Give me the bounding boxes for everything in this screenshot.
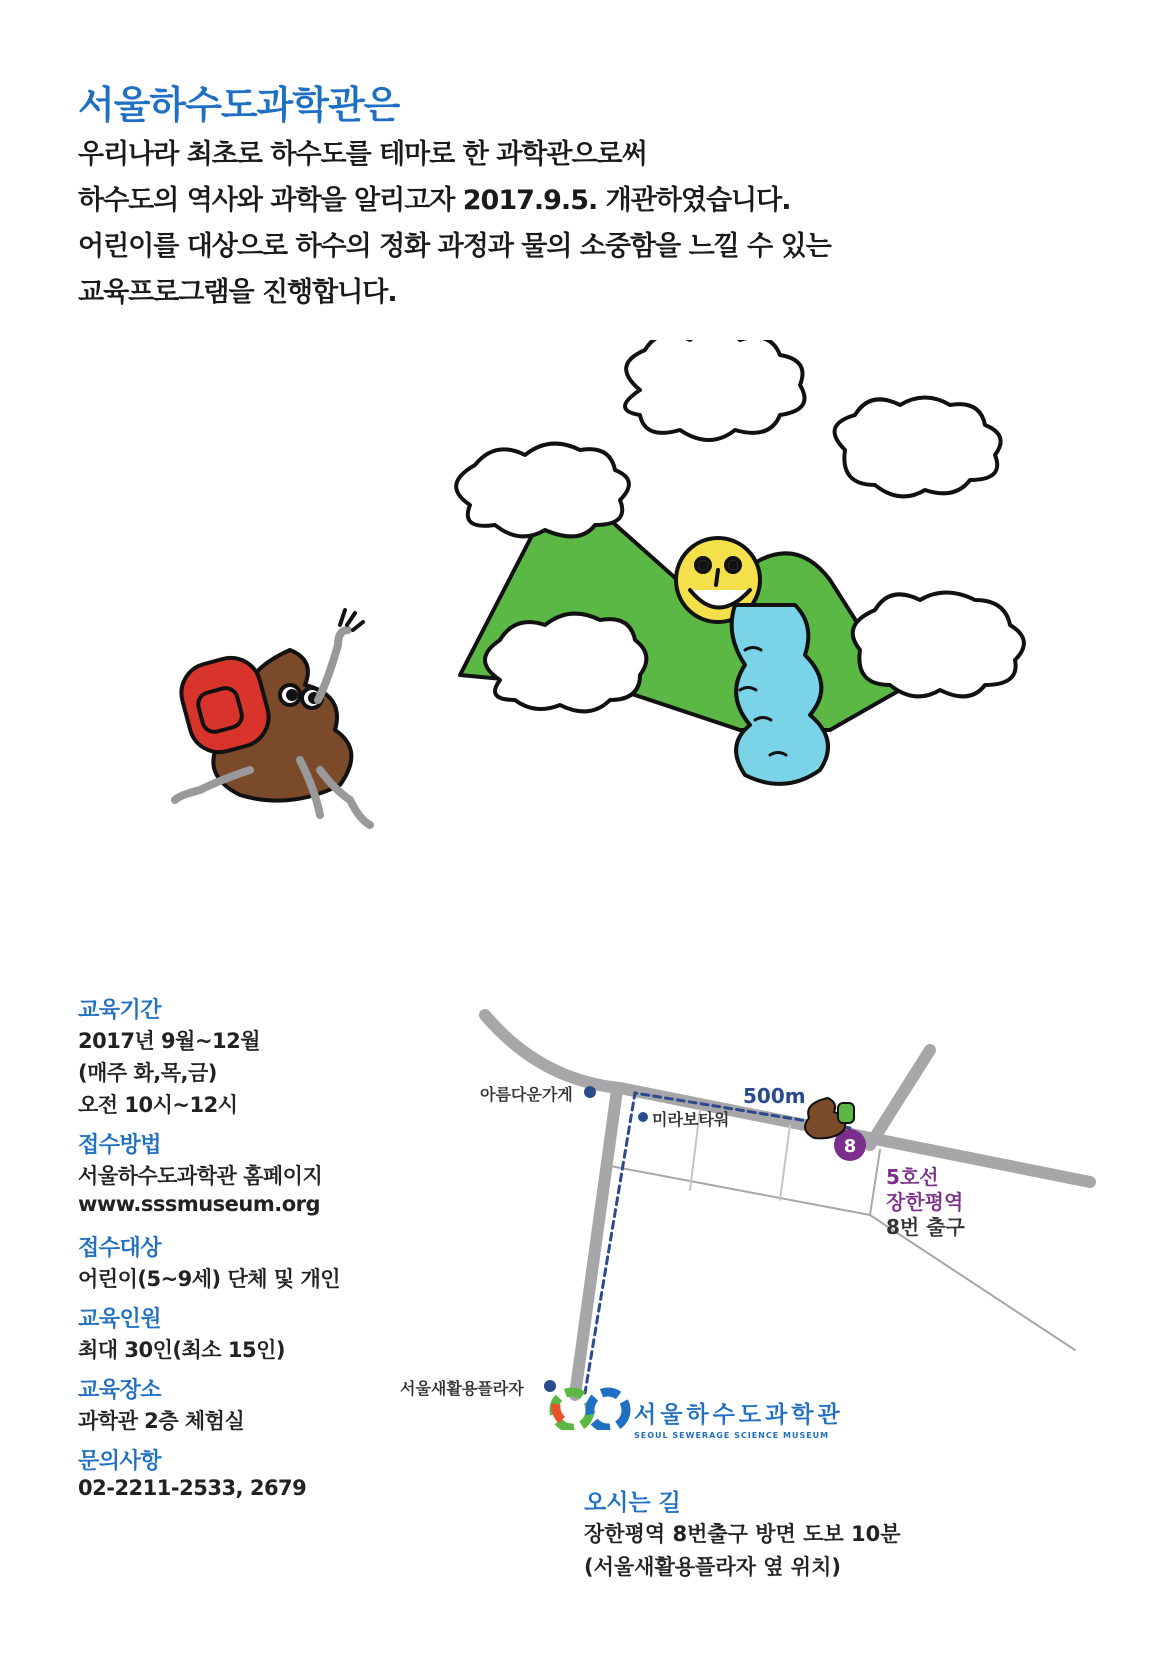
station-exit-number: 8 bbox=[843, 1136, 857, 1157]
landmark-dot bbox=[584, 1086, 596, 1098]
info-heading-period: 교육기간 bbox=[78, 998, 162, 1023]
directions-line-2: (서울새활용플라자 옆 위치) bbox=[584, 1555, 841, 1579]
phone-number: 02-2211-2533, 2679 bbox=[78, 1476, 307, 1500]
info-heading-capacity: 교육인원 bbox=[78, 1307, 162, 1332]
landmark-label-areum: 아름다운가게 bbox=[480, 1085, 573, 1104]
landmark-label-mirabo: 미라보타워 bbox=[652, 1110, 730, 1129]
station-name: 장한평역 bbox=[886, 1190, 964, 1214]
info-value: 어린이(5~9세) 단체 및 개인 bbox=[78, 1267, 341, 1291]
info-heading-contact: 문의사항 bbox=[78, 1449, 162, 1474]
museum-logo-icon bbox=[554, 1392, 626, 1428]
info-value: 최대 30인(최소 15인) bbox=[78, 1338, 285, 1362]
page-title: 서울하수도과학관은 bbox=[78, 83, 400, 127]
directions-line-1: 장한평역 8번출구 방면 도보 10분 bbox=[584, 1522, 901, 1546]
cloud-icon bbox=[835, 398, 1001, 497]
info-heading-registration: 접수방법 bbox=[78, 1133, 162, 1158]
landmark-dot bbox=[638, 1112, 648, 1122]
info-heading-location: 교육장소 bbox=[78, 1378, 162, 1403]
intro-line-1: 우리나라 최초로 하수도를 테마로 한 과학관으로써 bbox=[78, 139, 647, 170]
landmark-dot bbox=[544, 1380, 556, 1392]
intro-line-4: 교육프로그램을 진행합니다. bbox=[78, 277, 397, 308]
museum-logo bbox=[634, 1396, 844, 1440]
cloud-icon bbox=[485, 614, 646, 712]
station-line: 5호선 bbox=[886, 1165, 939, 1189]
cloud-icon bbox=[625, 340, 805, 440]
illustration bbox=[0, 340, 1166, 900]
distance-label: 500m bbox=[743, 1084, 806, 1108]
info-value: 서울하수도과학관 홈페이지 bbox=[78, 1164, 323, 1188]
info-heading-target: 접수대상 bbox=[78, 1236, 162, 1261]
walking-route bbox=[585, 1093, 850, 1393]
info-value: (매주 화,목,금) bbox=[78, 1061, 217, 1085]
info-value: 오전 10시~12시 bbox=[78, 1093, 238, 1117]
landmark-label-plaza: 서울새활용플라자 bbox=[400, 1379, 524, 1398]
cloud-icon bbox=[456, 444, 629, 537]
info-value: 과학관 2층 체험실 bbox=[78, 1409, 245, 1433]
museum-logo-kr: 서울하수도과학관 bbox=[634, 1402, 844, 1428]
website-link[interactable]: www.sssmuseum.org bbox=[78, 1192, 321, 1216]
cloud-icon bbox=[853, 593, 1024, 697]
road bbox=[575, 1090, 617, 1395]
location-map bbox=[380, 1000, 1100, 1430]
directions-heading: 오시는 길 bbox=[584, 1490, 681, 1516]
museum-logo-en: SEOUL SEWERAGE SCIENCE MUSEUM bbox=[634, 1431, 830, 1440]
intro-line-3: 어린이를 대상으로 하수의 정화 과정과 물의 소중함을 느낄 수 있는 bbox=[78, 231, 831, 262]
station-exit: 8번 출구 bbox=[886, 1215, 965, 1239]
road bbox=[870, 1050, 930, 1145]
info-value: 2017년 9월~12월 bbox=[78, 1029, 261, 1053]
intro-line-2: 하수도의 역사와 과학을 알리고자 2017.9.5. 개관하였습니다. bbox=[78, 185, 791, 216]
station-label bbox=[886, 1165, 965, 1240]
